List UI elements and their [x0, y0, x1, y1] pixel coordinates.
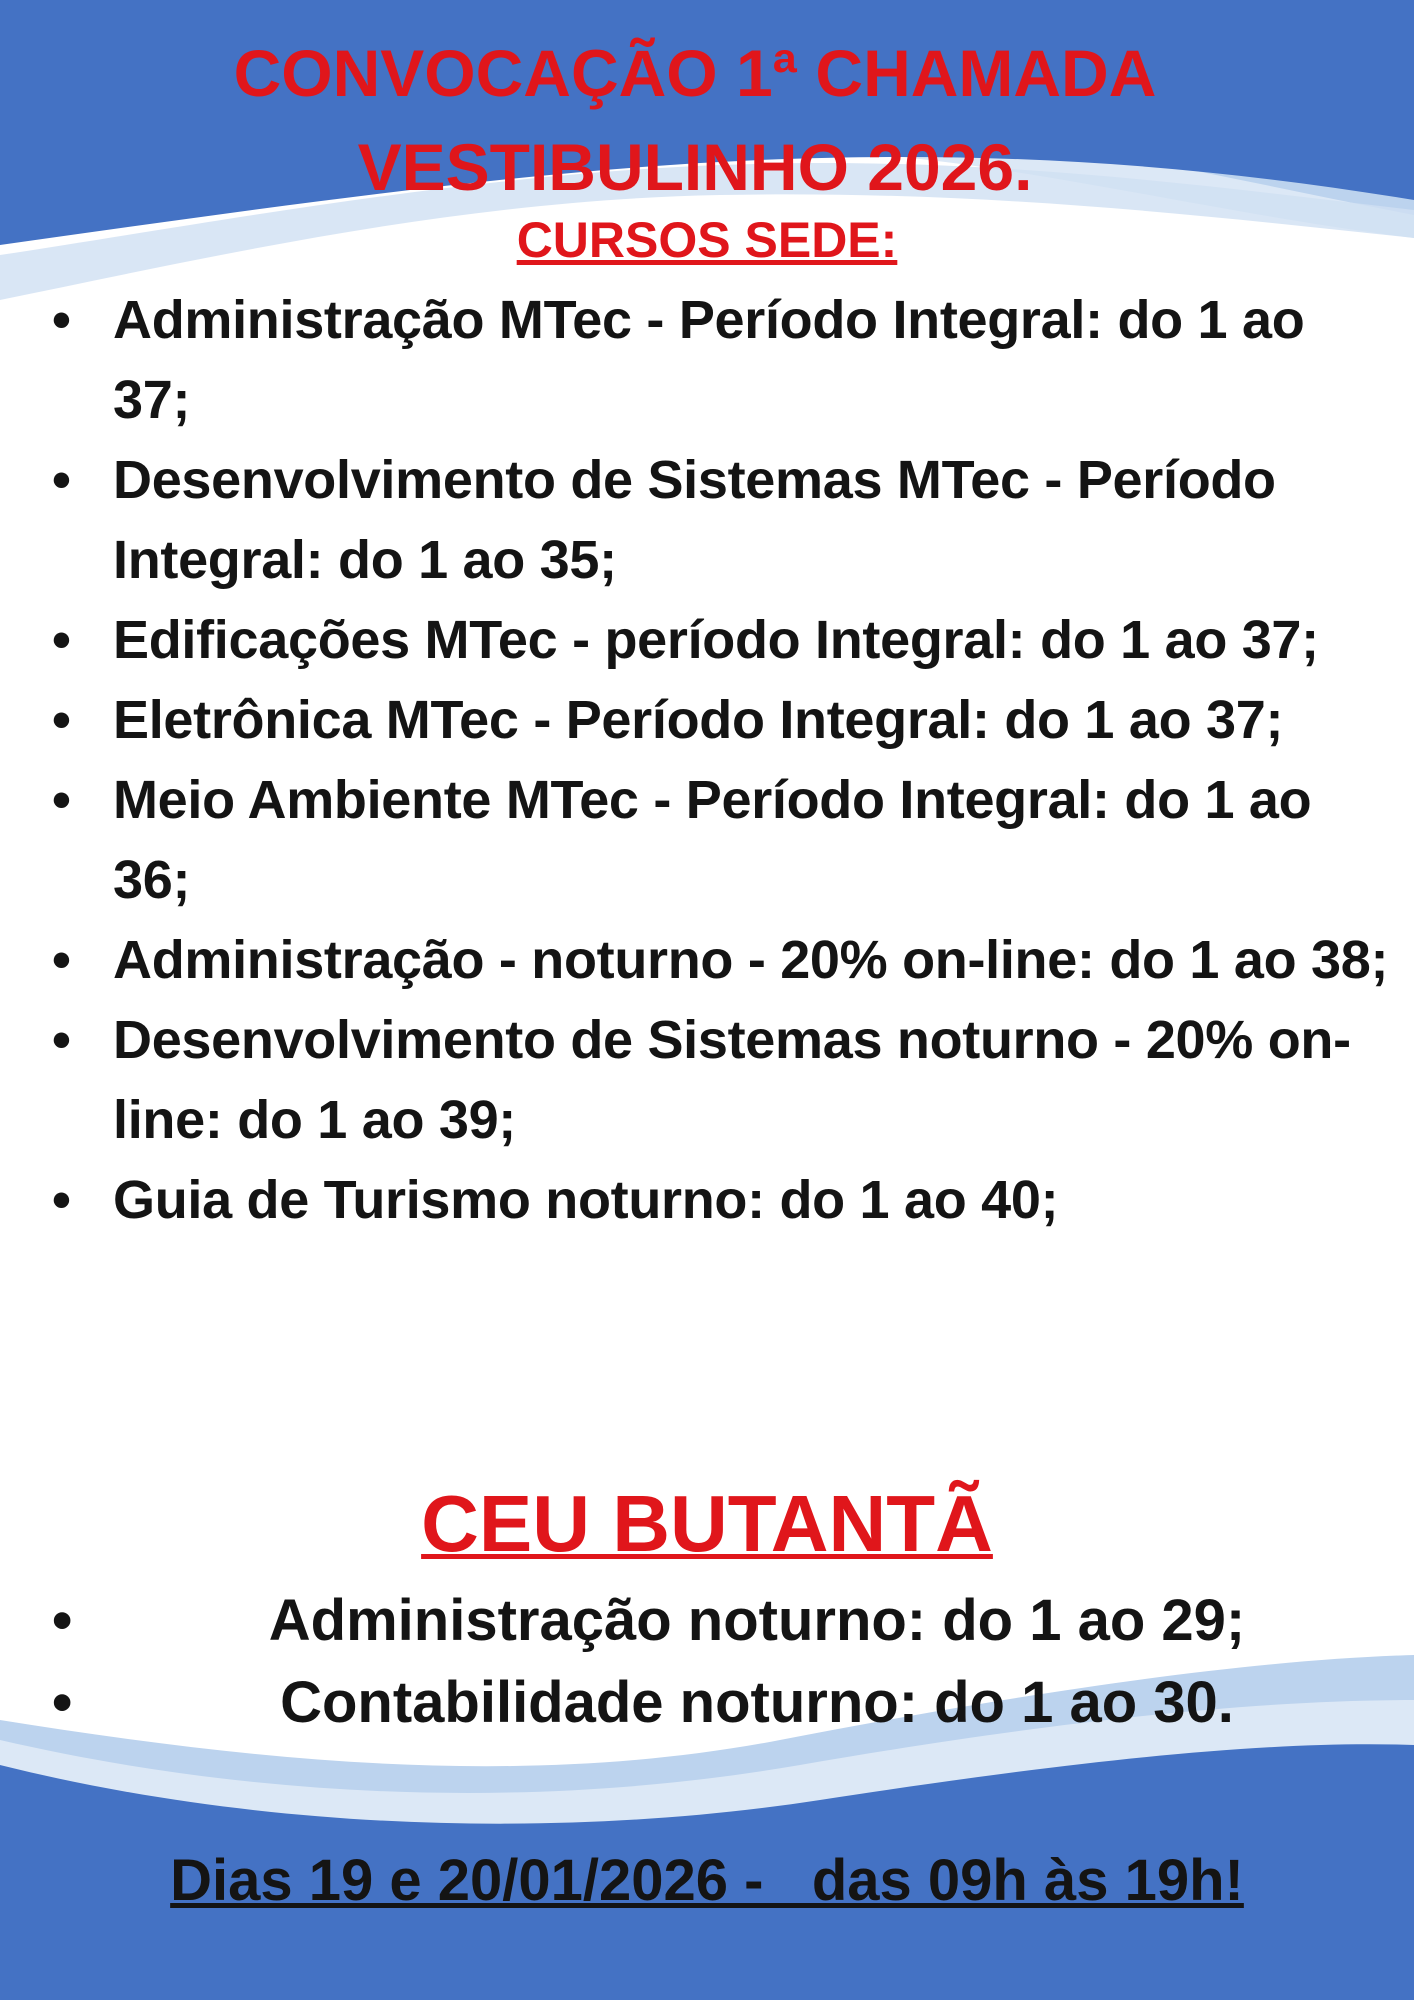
course-text: Administração noturno: do 1 ao 29;	[268, 1588, 1246, 1653]
course-text: Edificações MTec - período Integral: do 1 ao 37;	[113, 610, 1319, 670]
sede-course-list	[0, 280, 1414, 1240]
bullet-icon: •	[52, 1670, 73, 1735]
course-text: Contabilidade noturno: do 1 ao 30.	[280, 1670, 1234, 1735]
course-text: Meio Ambiente MTec - Período Integral: do 1 ao 36;	[113, 770, 1312, 910]
list-item	[0, 1662, 1414, 1744]
bullet-icon: •	[52, 290, 71, 350]
list-item	[0, 760, 1414, 920]
course-text: Administração - noturno - 20% on-line: do 1 ao 38;	[113, 930, 1389, 990]
bullet-icon: •	[52, 770, 71, 830]
ceu-course-list	[0, 1580, 1414, 1744]
list-item	[0, 1580, 1414, 1662]
bullet-icon: •	[52, 930, 71, 990]
course-text: Administração MTec - Período Integral: do 1 ao 37;	[113, 290, 1305, 430]
bullet-icon: •	[52, 1010, 71, 1070]
course-text: Guia de Turismo noturno: do 1 ao 40;	[113, 1170, 1059, 1230]
list-item	[0, 600, 1414, 680]
course-text: Desenvolvimento de Sistemas noturno - 20% on-line: do 1 ao 39;	[113, 1010, 1351, 1150]
course-text: Desenvolvimento de Sistemas MTec - Período Integral: do 1 ao 35;	[113, 450, 1276, 590]
ceu-butanta-heading: CEU BUTANTÃ	[421, 1479, 993, 1568]
course-text: Eletrônica MTec - Período Integral: do 1 ao 37;	[113, 690, 1284, 750]
list-item	[0, 1160, 1414, 1240]
cursos-sede-heading: CURSOS SEDE:	[516, 212, 898, 268]
list-item	[0, 280, 1414, 440]
list-item	[0, 1000, 1414, 1160]
list-item	[0, 920, 1414, 1000]
page-title-line-2: VESTIBULINHO 2026.	[357, 130, 1033, 204]
bullet-icon: •	[52, 1170, 71, 1230]
bullet-icon: •	[52, 610, 71, 670]
bullet-icon: •	[52, 450, 71, 510]
dates-footer: Dias 19 e 20/01/2026 - das 09h às 19h!	[170, 1848, 1244, 1913]
page-title-line-1: CONVOCAÇÃO 1ª CHAMADA	[233, 36, 1157, 110]
bullet-icon: •	[52, 1588, 73, 1653]
bullet-icon: •	[52, 690, 71, 750]
list-item	[0, 440, 1414, 600]
list-item	[0, 680, 1414, 760]
